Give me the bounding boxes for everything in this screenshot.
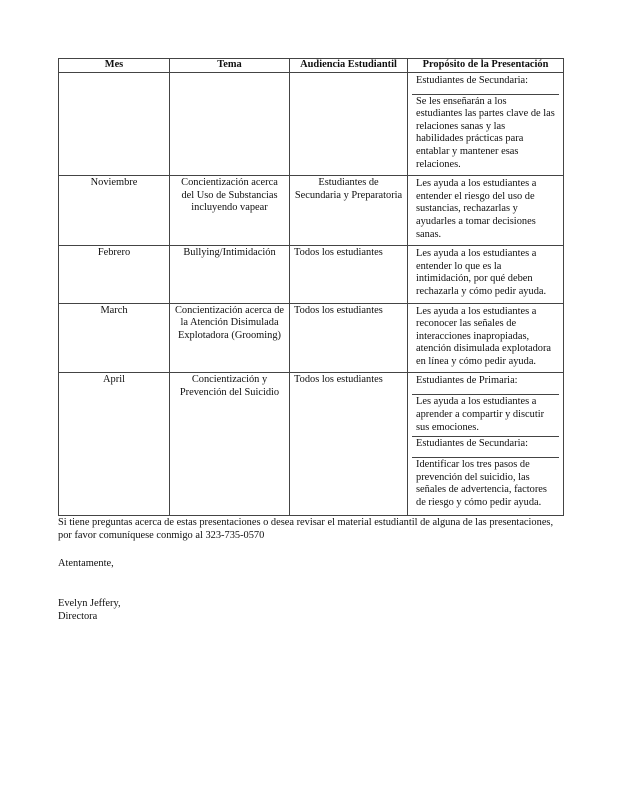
letter-body: Si tiene preguntas acerca de estas presentaciones o desea revisar el material estudiantil de alguna de las presentaciones, por favor comuníquese conmigo al 323-735-0570 — [58, 517, 554, 541]
letter-text — [58, 516, 563, 623]
cell-mes: March — [59, 303, 170, 373]
cell-mes: April — [59, 373, 170, 516]
table-row — [59, 176, 564, 246]
cell-audiencia: Todos los estudiantes — [290, 373, 408, 516]
purpose-text: Se les enseñarán a los estudiantes las partes clave de las relaciones sanas y las habilidades prácticas para entablar y mantener esas relaciones. — [412, 94, 559, 174]
purpose-text: Les ayuda a los estudiantes a reconocer las señales de interacciones inapropiadas, atención disimulada explotadora en línea y cómo pedir ayuda. — [416, 305, 552, 367]
purpose-text: Les ayuda a los estudiantes a entender lo que es la intimidación, por qué deben rechazarla y cómo pedir ayuda. — [416, 248, 547, 297]
table-row — [59, 303, 564, 373]
cell-proposito — [408, 303, 564, 373]
table-header-row — [59, 59, 564, 73]
presentation-schedule-table — [58, 58, 564, 516]
purpose-text: Les ayuda a los estudiantes a entender el riesgo del uso de sustancias, rechazarlas y ayudarles a tomar decisiones sanas. — [416, 178, 537, 240]
table-row — [59, 373, 564, 516]
cell-tema: Bullying/Intimidación — [170, 246, 290, 303]
table-row — [59, 72, 564, 176]
table-row — [59, 246, 564, 303]
cell-proposito — [408, 246, 564, 303]
cell-tema: Concientización y Prevención del Suicidio — [170, 373, 290, 516]
header-proposito: Propósito de la Presentación — [408, 59, 564, 73]
cell-proposito — [408, 373, 564, 516]
purpose-audience-label: Estudiantes de Secundaria: — [416, 74, 528, 86]
signer-name: Evelyn Jeffery, — [58, 598, 121, 609]
purpose-text: Identificar los tres pasos de prevención del suicidio, las señales de advertencia, factores de riesgo y cómo pedir ayuda. — [412, 457, 559, 511]
cell-audiencia: Todos los estudiantes — [290, 303, 408, 373]
purpose-text: Les ayuda a los estudiantes a aprender a compartir y discutir sus emociones. — [412, 394, 559, 436]
header-mes: Mes — [59, 59, 170, 73]
purpose-audience-label: Estudiantes de Primaria: — [416, 375, 518, 387]
purpose-audience-label: Estudiantes de Secundaria: — [412, 436, 559, 457]
cell-proposito — [408, 176, 564, 246]
cell-mes: Febrero — [59, 246, 170, 303]
cell-proposito — [408, 72, 564, 176]
cell-audiencia: Estudiantes de Secundaria y Preparatoria — [290, 176, 408, 246]
header-tema: Tema — [170, 59, 290, 73]
cell-audiencia — [290, 72, 408, 176]
cell-audiencia: Todos los estudiantes — [290, 246, 408, 303]
letter-closing: Atentamente, — [58, 558, 114, 569]
cell-tema: Concientización acerca de la Atención Disimulada Explotadora (Grooming) — [170, 303, 290, 373]
cell-tema — [170, 72, 290, 176]
cell-mes — [59, 72, 170, 176]
cell-mes: Noviembre — [59, 176, 170, 246]
cell-tema: Concientización acerca del Uso de Substancias incluyendo vapear — [170, 176, 290, 246]
header-audiencia: Audiencia Estudiantil — [290, 59, 408, 73]
signer-title: Directora — [58, 611, 98, 622]
